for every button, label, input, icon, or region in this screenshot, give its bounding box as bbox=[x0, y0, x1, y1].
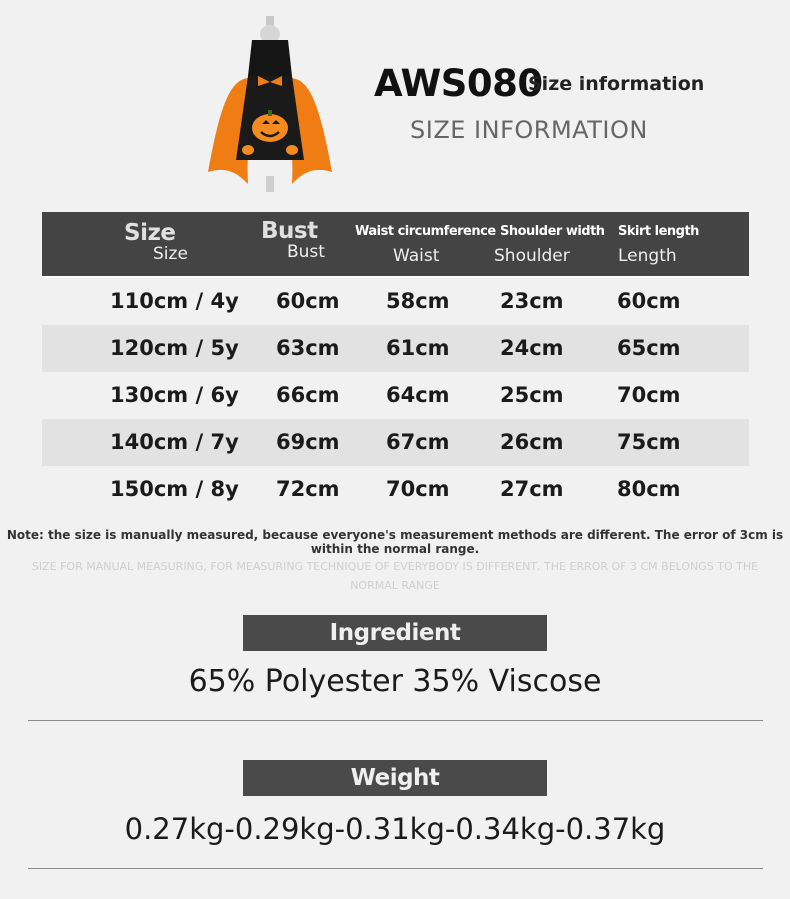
cell-size: 120cm / 5y bbox=[110, 336, 239, 360]
header-length-label: Skirt length bbox=[618, 224, 699, 239]
cell-length: 70cm bbox=[617, 383, 681, 407]
table-row bbox=[42, 278, 749, 325]
weight-value: 0.27kg-0.29kg-0.31kg-0.34kg-0.37kg bbox=[124, 812, 666, 846]
measurement-note: Note: the size is manually measured, because everyone's measurement methods are different. The error of 3cm is within the normal range. bbox=[6, 528, 784, 556]
cell-waist: 58cm bbox=[386, 289, 450, 313]
product-code: AWS080 bbox=[374, 62, 543, 105]
ingredient-header: Ingredient bbox=[243, 615, 547, 651]
header-size-sublabel: Size bbox=[153, 244, 188, 264]
table-row bbox=[42, 372, 749, 419]
cell-shoulder: 27cm bbox=[500, 477, 564, 501]
cell-bust: 60cm bbox=[276, 289, 340, 313]
cell-size: 140cm / 7y bbox=[110, 430, 239, 454]
size-information-title: Size information bbox=[528, 73, 705, 95]
cell-bust: 66cm bbox=[276, 383, 340, 407]
cell-waist: 64cm bbox=[386, 383, 450, 407]
cell-shoulder: 23cm bbox=[500, 289, 564, 313]
header-size bbox=[124, 220, 188, 264]
measurement-note-english: SIZE FOR MANUAL MEASURING, FOR MEASURING TECHNIQUE OF EVERYBODY IS DIFFERENT, THE ERROR OF 3 CM BELONGS TO THE NORMAL RANGE bbox=[31, 560, 759, 592]
cell-shoulder: 24cm bbox=[500, 336, 564, 360]
header-bust-sublabel: Bust bbox=[287, 242, 325, 262]
cell-bust: 63cm bbox=[276, 336, 340, 360]
cell-shoulder: 26cm bbox=[500, 430, 564, 454]
table-row bbox=[42, 419, 749, 466]
ingredient-value: 65% Polyester 35% Viscose bbox=[188, 664, 602, 699]
cell-size: 150cm / 8y bbox=[110, 477, 239, 501]
header-bust-label: Bust bbox=[261, 218, 318, 244]
product-dress-image bbox=[200, 16, 340, 192]
table-header bbox=[42, 212, 749, 278]
cell-waist: 67cm bbox=[386, 430, 450, 454]
table-row bbox=[42, 466, 749, 513]
cell-length: 60cm bbox=[617, 289, 681, 313]
cell-bust: 72cm bbox=[276, 477, 340, 501]
header-waist-label: Waist circumference bbox=[355, 224, 496, 239]
cell-size: 110cm / 4y bbox=[110, 289, 239, 313]
weight-header: Weight bbox=[243, 760, 547, 796]
header-shoulder-sublabel: Shoulder bbox=[494, 246, 570, 266]
header-length-sublabel: Length bbox=[618, 246, 677, 266]
header-bust bbox=[261, 218, 325, 262]
size-information-subtitle: SIZE INFORMATION bbox=[410, 116, 648, 144]
header-length bbox=[618, 224, 699, 266]
size-table bbox=[42, 212, 749, 513]
header-size-label: Size bbox=[124, 220, 176, 246]
cell-length: 80cm bbox=[617, 477, 681, 501]
cell-waist: 70cm bbox=[386, 477, 450, 501]
cell-length: 75cm bbox=[617, 430, 681, 454]
header-shoulder-label: Shoulder width bbox=[500, 224, 605, 239]
header-waist-sublabel: Waist bbox=[393, 246, 440, 266]
table-row bbox=[42, 325, 749, 372]
cell-bust: 69cm bbox=[276, 430, 340, 454]
cell-length: 65cm bbox=[617, 336, 681, 360]
cell-size: 130cm / 6y bbox=[110, 383, 239, 407]
divider bbox=[28, 720, 763, 721]
cell-shoulder: 25cm bbox=[500, 383, 564, 407]
header-waist bbox=[355, 224, 496, 266]
cell-waist: 61cm bbox=[386, 336, 450, 360]
header-shoulder bbox=[494, 224, 605, 266]
divider bbox=[28, 868, 763, 869]
